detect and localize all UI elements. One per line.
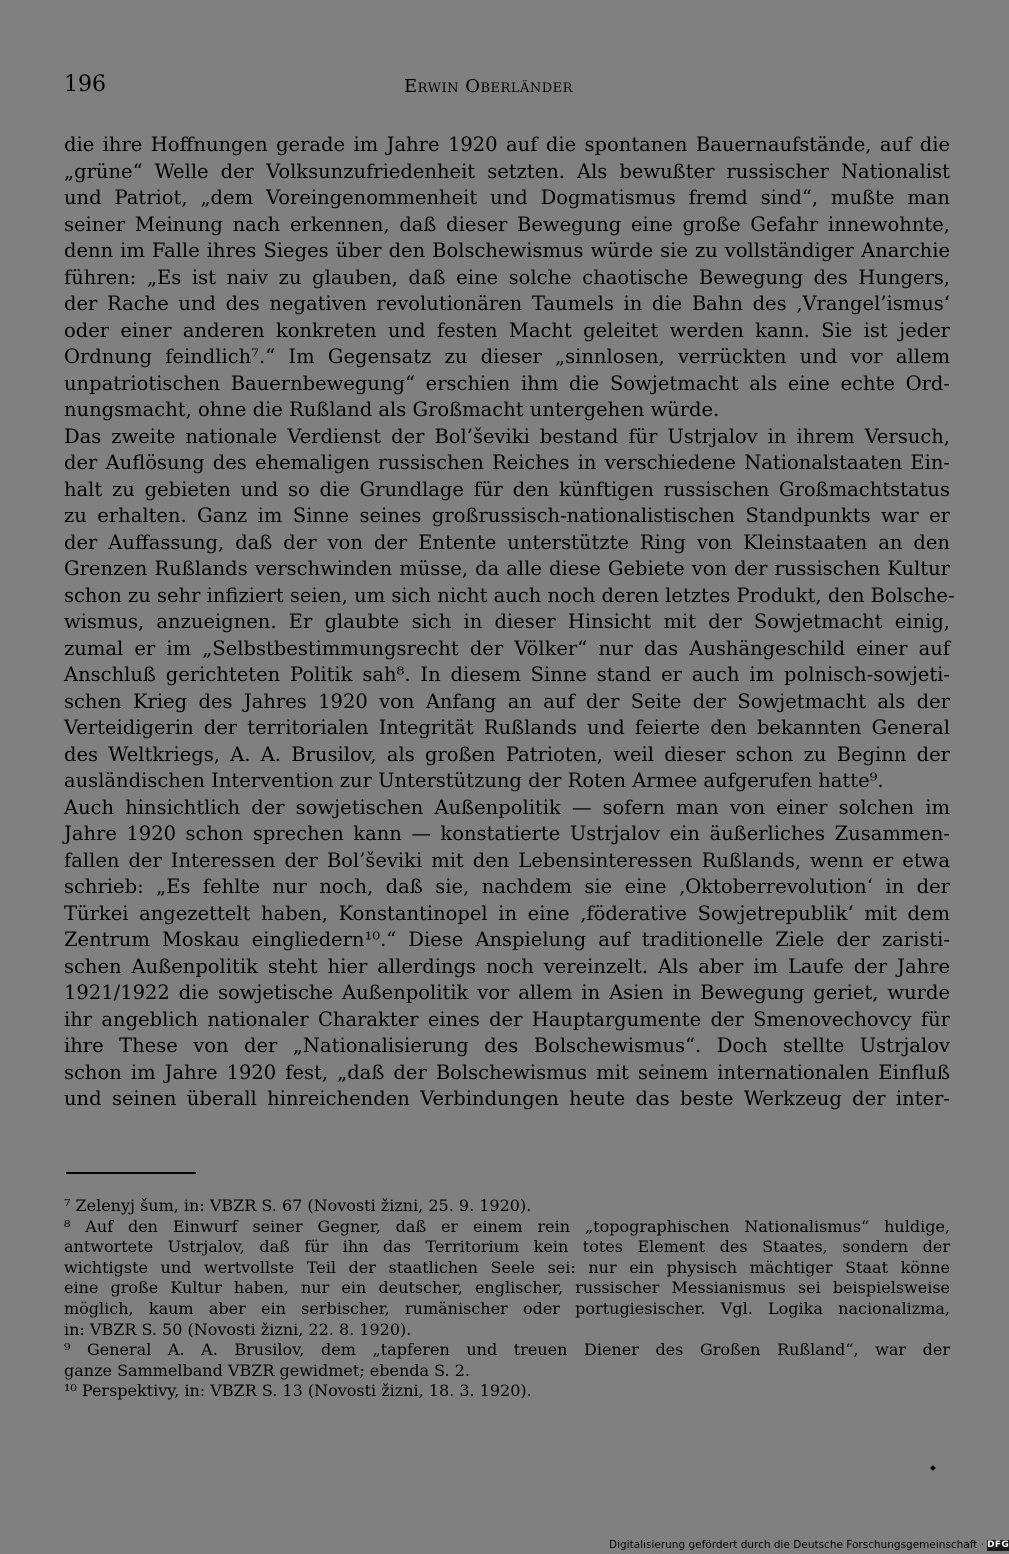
body-line: schrieb: „Es fehlte nur noch, daß sie, nachdem sie eine ‚Oktoberrevolution‘ in der [64,875,950,898]
body-line: nungsmacht, ohne die Rußland als Großmacht untergehen würde. [64,398,720,421]
footnote-divider [66,1172,196,1174]
footnotes [64,1196,950,1402]
body-line: zu erhalten. Ganz im Sinne seines großrussisch-nationalistischen Standpunkts war er [64,504,950,527]
body-line: wismus, anzueignen. Er glaubte sich in dieser Hinsicht mit der Sowjetmacht einig, [64,610,950,633]
body-line: Auch hinsichtlich der sowjetischen Außenpolitik — sofern man von einer solchen im [64,795,950,819]
footnote-line: ganze Sammelband VBZR gewidmet; ebenda S. 2. [64,1360,470,1380]
credit-text: Digitalisierung gefördert durch die Deutsche Forschungsgemeinschaft · [609,1539,985,1551]
footnote-line: ⁸ Auf den Einwurf seiner Gegner, daß er einem rein „topographischen Nationalismus“ huldige, [64,1216,950,1236]
body-line: denn im Falle ihres Sieges über den Bolschewismus würde sie zu vollständiger Anarchie [64,239,950,262]
body-line: 1921/1922 die sowjetische Außenpolitik vor allem in Asien in Bewegung geriet, wurde [64,981,950,1004]
body-line: Das zweite nationale Verdienst der Bol’ševiki bestand für Ustrjalov in ihrem Versuch, [64,424,950,448]
footnote-line: ⁹ General A. A. Brusilov, dem „tapferen und treuen Diener des Großen Rußland“, war der [64,1340,950,1360]
body-line: fallen der Interessen der Bol’ševiki mit den Lebensinteressen Rußlands, wenn er etwa [64,848,950,872]
footnote-line: antwortete Ustrjalov, daß für ihn das Territorium kein totes Element des Staates, sondern der [64,1237,950,1257]
body-line: oder einer anderen konkreten und festen Macht geleitet werden kann. Sie ist jeder [64,318,950,342]
footnote-line: in: VBZR S. 50 (Novosti žizni, 22. 8. 1920). [64,1319,412,1339]
body-line: des Weltkriegs, A. A. Brusilov, als großen Patrioten, weil dieser schon zu Beginn der [64,742,950,766]
body-line: unpatriotischen Bauernbewegung“ erschien ihm die Sowjetmacht als eine echte Ord- [64,371,950,395]
body-line: schen Außenpolitik steht hier allerdings noch vereinzelt. Als aber im Laufe der Jahre [64,954,950,978]
body-line: Zentrum Moskau eingliedern¹⁰.“ Diese Anspielung auf traditionelle Ziele der zaristi- [64,928,950,951]
body-line: die ihre Hoffnungen gerade im Jahre 1920 auf die spontanen Bauernaufstände, auf die [64,133,950,156]
body-line: der Auflösung des ehemaligen russischen Reiches in verschiedene Nationalstaaten Ein- [64,451,950,474]
body-line: seiner Meinung nach erkennen, daß dieser Bewegung eine große Gefahr innewohnte, [64,212,950,236]
body-line: schon zu sehr infiziert seien, um sich nicht auch noch deren letztes Produkt, den Bolsche- [64,583,955,607]
footnote-line: ⁷ Zelenyj šum, in: VBZR S. 67 (Novosti žizni, 25. 9. 1920). [64,1196,532,1215]
footnote-line: ¹⁰ Perspektivy, in: VBZR S. 13 (Novosti žizni, 18. 3. 1920). [64,1381,532,1401]
dfg-logo-icon: DFG [987,1540,1009,1550]
page-number: 196 [64,72,106,97]
body-line: halt zu gebieten und so die Grundlage für den künftigen russischen Großmachtstatus [64,477,950,501]
body-line: Anschluß gerichteten Politik sah⁸. In diesem Sinne stand er auch im polnisch-sowjeti- [64,663,950,686]
body-line: der Auffassung, daß der von der Entente unterstützte Ring von Kleinstaaten an den [64,530,950,554]
body-line: Grenzen Rußlands verschwinden müsse, da alle diese Gebiete von der russischen Kultur [64,557,950,580]
footnote-line: wichtigste und wertvollste Teil der staatlichen Seele sei: nur ein physisch mächtiger Staat könne [64,1257,950,1277]
scan-speck [930,1465,936,1471]
body-line: der Rache und des negativen revolutionären Taumels in die Bahn des ‚Vrangel’ismus‘ [64,292,950,315]
body-text [64,132,955,1113]
body-line: Ordnung feindlich⁷.“ Im Gegensatz zu dieser „sinnlosen, verrückten und vor allem [64,345,950,368]
body-line: ihr angeblich nationaler Charakter eines der Hauptargumente der Smenovechovcy für [64,1007,950,1031]
body-line: Verteidigerin der territorialen Integrität Rußlands und feierte den bekannten General [64,716,950,739]
digitization-credit [609,1538,1009,1552]
body-line: und seinen überall hinreichenden Verbindungen heute das beste Werkzeug der inter- [64,1087,950,1110]
body-line: Türkei angezettelt haben, Konstantinopel in eine ‚föderative Sowjetrepublik‘ mit dem [64,901,950,925]
body-line: „grüne“ Welle der Volksunzufriedenheit setzten. Als bewußter russischer Nationalist [64,159,950,183]
body-line: zumal er im „Selbstbestimmungsrecht der Völker“ nur das Aushängeschild einer auf [64,636,950,660]
body-line: ausländischen Intervention zur Unterstützung der Roten Armee aufgerufen hatte⁹. [64,769,884,792]
body-line: schen Krieg des Jahres 1920 von Anfang an auf der Seite der Sowjetmacht als der [64,689,950,713]
body-line: Jahre 1920 schon sprechen kann — konstatierte Ustrjalov ein äußerliches Zusammen- [64,822,950,845]
body-line: ihre These von der „Nationalisierung des Bolschewismus“. Doch stellte Ustrjalov [64,1034,950,1057]
body-line: und Patriot, „dem Voreingenommenheit und Dogmatismus fremd sind“, mußte man [64,186,950,209]
body-line: schon im Jahre 1920 fest, „daß der Bolschewismus mit seinem internationalen Einfluß [64,1060,950,1084]
body-line: führen: „Es ist naiv zu glauben, daß eine solche chaotische Bewegung des Hungers, [64,265,950,289]
footnote-line: eine große Kultur haben, nur ein deutscher, englischer, russischer Messianismus sei beispielsweise [64,1278,950,1298]
running-head: Erwin Oberländer [404,76,573,97]
footnote-line: möglich, kaum aber ein serbischer, rumänischer oder portugiesischer. Vgl. Logika nacionalizma, [64,1298,950,1318]
